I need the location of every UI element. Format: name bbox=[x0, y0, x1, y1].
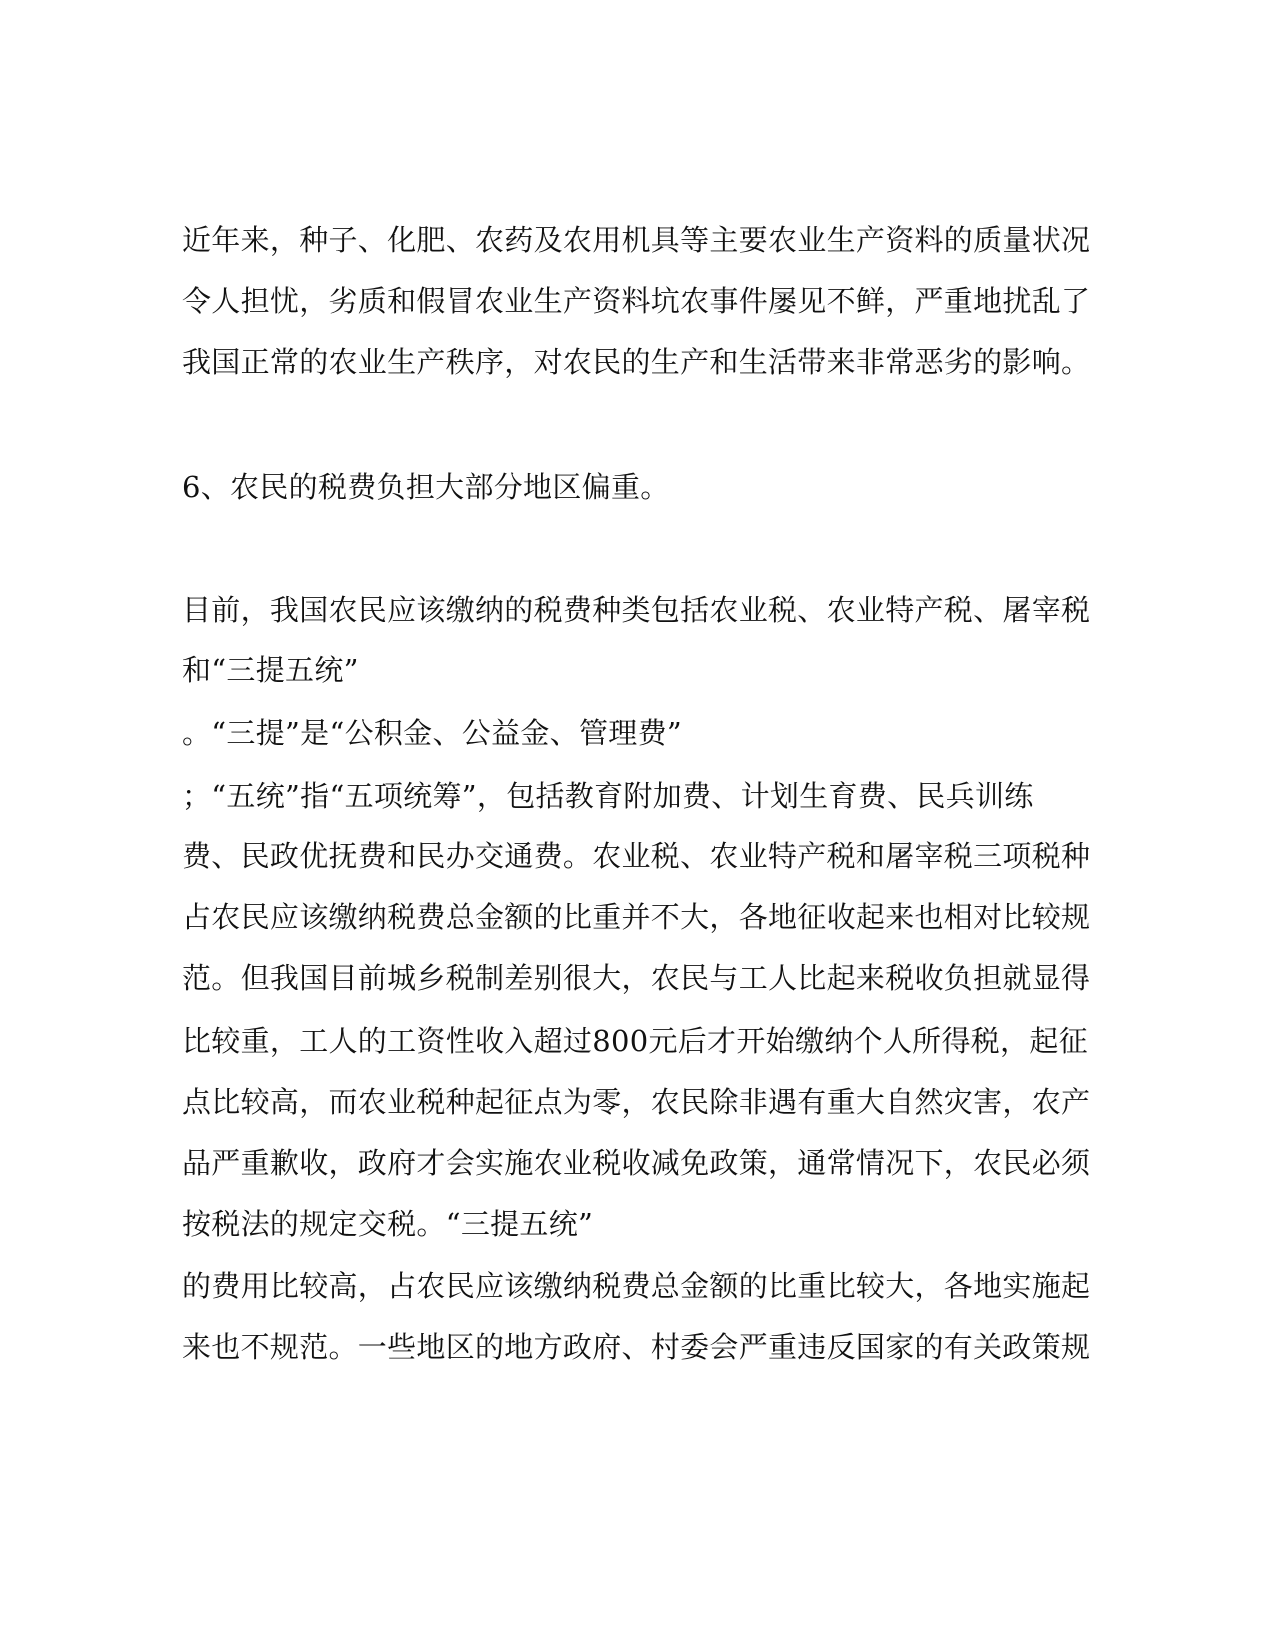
text-line: ；“五统”指“五项统筹”，包括教育附加费、计划生育费、民兵训练 bbox=[182, 779, 1034, 813]
text-line: 我国正常的农业生产秩序，对农民的生产和生活带来非常恶劣的影响。 bbox=[182, 345, 1091, 379]
text-line: 点比较高，而农业税种起征点为零，农民除非遇有重大自然灾害，农产 bbox=[182, 1085, 1091, 1119]
text-line: 。“三提”是“公积金、公益金、管理费” bbox=[182, 716, 683, 750]
text-line: 品严重歉收，政府才会实施农业税收减免政策，通常情况下，农民必须 bbox=[182, 1146, 1091, 1180]
text-line: 令人担忧，劣质和假冒农业生产资料坑农事件屡见不鲜，严重地扰乱了 bbox=[182, 284, 1091, 318]
text-line: 目前，我国农民应该缴纳的税费种类包括农业税、农业特产税、屠宰税 bbox=[182, 593, 1091, 627]
text-line: 来也不规范。一些地区的地方政府、村委会严重违反国家的有关政策规 bbox=[182, 1330, 1091, 1364]
text-line: 近年来，种子、化肥、农药及农用机具等主要农业生产资料的质量状况 bbox=[182, 223, 1091, 257]
text-line: 费、民政优抚费和民办交通费。农业税、农业特产税和屠宰税三项税种 bbox=[182, 839, 1091, 873]
text-line: 范。但我国目前城乡税制差别很大，农民与工人比起来税收负担就显得 bbox=[182, 961, 1091, 995]
text-line: 的费用比较高，占农民应该缴纳税费总金额的比重比较大，各地实施起 bbox=[182, 1269, 1091, 1303]
text-line: 比较重，工人的工资性收入超过800元后才开始缴纳个人所得税，起征 bbox=[182, 1024, 1088, 1058]
section-heading: 6、农民的税费负担大部分地区偏重。 bbox=[182, 470, 670, 504]
text-line: 占农民应该缴纳税费总金额的比重并不大，各地征收起来也相对比较规 bbox=[182, 900, 1091, 934]
text-line: 按税法的规定交税。“三提五统” bbox=[182, 1207, 594, 1241]
text-line: 和“三提五统” bbox=[182, 653, 359, 687]
